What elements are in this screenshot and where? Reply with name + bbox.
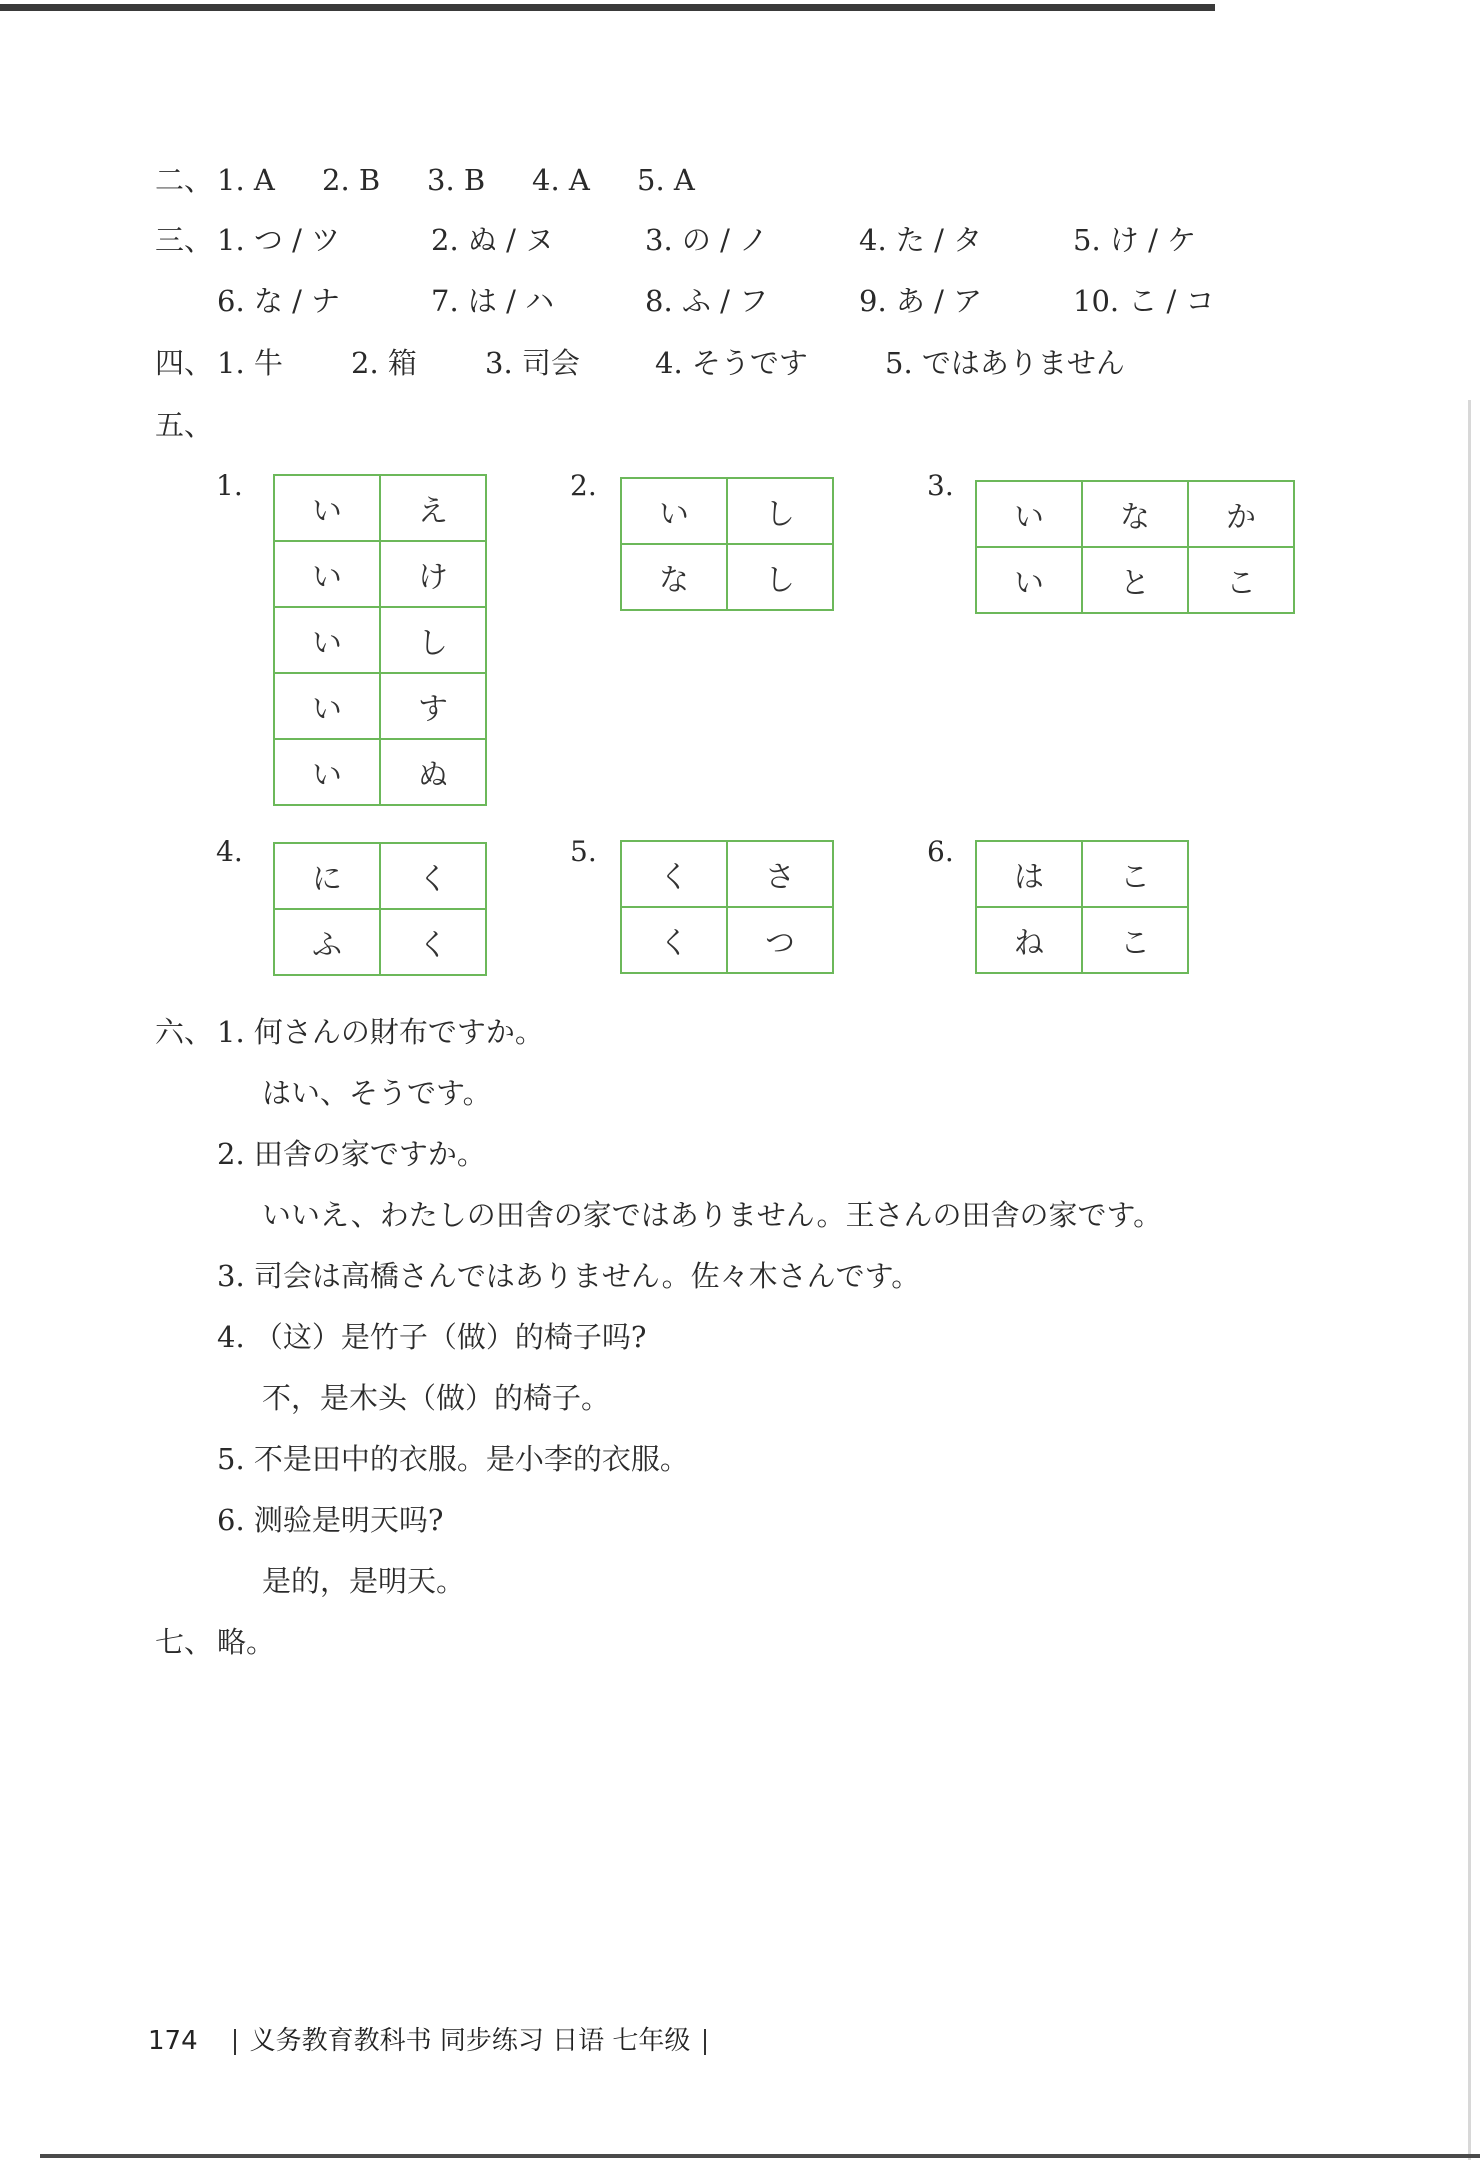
grid-cell: え	[380, 475, 486, 541]
grid-cell: こ	[1188, 547, 1294, 613]
answer-item: 3. B	[427, 163, 486, 197]
grid-4-label: 4.	[216, 835, 243, 868]
answer-line: 1. 何さんの財布ですか。	[217, 1015, 544, 1049]
answer-line: 略。	[217, 1625, 276, 1659]
answer-line: 4. （这）是竹子（做）的椅子吗?	[217, 1320, 647, 1354]
grid-cell: し	[727, 478, 833, 544]
section-2-label: 二、	[155, 163, 214, 197]
section-6-line-8	[217, 1439, 689, 1479]
footer-divider	[704, 2029, 706, 2055]
answer-item: 2. B	[322, 163, 381, 197]
answer-line: 2. 田舎の家ですか。	[217, 1137, 486, 1171]
grid-cell: し	[380, 607, 486, 673]
grid-cell: く	[380, 909, 486, 975]
grid-3-label: 3.	[927, 469, 954, 502]
grid-cell: い	[274, 673, 380, 739]
grid-cell: さ	[727, 841, 833, 907]
grid-cell: い	[274, 541, 380, 607]
answer-line: 5. 不是田中的衣服。是小李的衣服。	[217, 1442, 689, 1476]
kana-grid-1	[273, 474, 487, 806]
grid-2-label: 2.	[570, 469, 597, 502]
answer-item: 1. つ / ツ	[217, 223, 341, 257]
kana-grid-6	[975, 840, 1189, 974]
answer-line: はい、そうです。	[262, 1076, 492, 1110]
grid-cell: く	[621, 907, 727, 973]
section-4-label: 四、	[155, 346, 214, 380]
grid-cell: い	[976, 481, 1082, 547]
answer-item: 4. そうです	[655, 346, 808, 380]
grid-cell: こ	[1082, 907, 1188, 973]
grid-cell: し	[727, 544, 833, 610]
grid-cell: け	[380, 541, 486, 607]
grid-cell: に	[274, 843, 380, 909]
grid-cell: こ	[1082, 841, 1188, 907]
section-5-label: 五、	[155, 408, 214, 442]
grid-cell: ぬ	[380, 739, 486, 805]
section-6-label: 六、	[155, 1015, 214, 1049]
bottom-rule	[40, 2154, 1480, 2158]
answer-line: 6. 测验是明天吗?	[217, 1503, 444, 1537]
grid-cell: は	[976, 841, 1082, 907]
grid-6-label: 6.	[927, 835, 954, 868]
section-2	[155, 160, 695, 200]
grid-cell: い	[274, 475, 380, 541]
grid-cell: い	[274, 607, 380, 673]
section-6-line-5	[217, 1256, 920, 1296]
answer-line: 是的，是明天。	[262, 1564, 466, 1598]
answer-item: 7. は / ハ	[431, 284, 555, 318]
section-3-row-2	[217, 281, 1215, 321]
grid-5-label: 5.	[570, 835, 597, 868]
section-6-line-4	[262, 1195, 1162, 1235]
section-6-line-7	[262, 1378, 610, 1418]
footer-divider	[234, 2029, 236, 2055]
answer-item: 6. な / ナ	[217, 284, 341, 318]
grid-cell: い	[274, 739, 380, 805]
grid-cell: す	[380, 673, 486, 739]
grid-cell: く	[380, 843, 486, 909]
section-3-label: 三、	[155, 223, 214, 257]
section-5	[155, 405, 217, 445]
grid-cell: ね	[976, 907, 1082, 973]
page-footer	[148, 2020, 720, 2057]
grid-cell: な	[621, 544, 727, 610]
answer-line: いいえ、わたしの田舎の家ではありません。王さんの田舎の家です。	[262, 1198, 1163, 1232]
section-6-line-3	[217, 1134, 486, 1174]
answer-item: 5. A	[637, 163, 695, 197]
kana-grid-5	[620, 840, 834, 974]
grid-cell: い	[976, 547, 1082, 613]
answer-item: 3. の / ノ	[645, 223, 769, 257]
page-edge	[1468, 400, 1471, 2160]
grid-cell: な	[1082, 481, 1188, 547]
grid-cell: く	[621, 841, 727, 907]
answer-item: 8. ふ / フ	[645, 284, 769, 318]
grid-cell: い	[621, 478, 727, 544]
section-3-row-1	[155, 220, 1196, 260]
answer-item: 2. 箱	[351, 346, 417, 380]
kana-grid-3	[975, 480, 1295, 614]
page-number: 174	[148, 2026, 198, 2056]
kana-grid-4	[273, 842, 487, 976]
section-6-line-2	[262, 1073, 492, 1113]
section-4	[155, 343, 1125, 383]
answer-item: 1. 牛	[217, 346, 283, 380]
answer-item: 1. A	[217, 163, 275, 197]
section-6-line-10	[262, 1561, 465, 1601]
answer-item: 9. あ / ア	[859, 284, 983, 318]
grid-cell: ふ	[274, 909, 380, 975]
answer-item: 10. こ / コ	[1073, 284, 1215, 318]
kana-grid-2	[620, 477, 834, 611]
grid-cell: と	[1082, 547, 1188, 613]
section-7-label: 七、	[155, 1625, 214, 1659]
answer-item: 4. A	[532, 163, 590, 197]
section-6-line-1	[155, 1012, 544, 1052]
section-6-line-6	[217, 1317, 646, 1357]
answer-item: 2. ぬ / ヌ	[431, 223, 555, 257]
section-6-line-9	[217, 1500, 443, 1540]
section-7	[155, 1622, 275, 1662]
grid-cell: つ	[727, 907, 833, 973]
grid-1-label: 1.	[216, 469, 243, 502]
answer-item: 5. け / ケ	[1073, 223, 1197, 257]
answer-line: 不，是木头（做）的椅子。	[262, 1381, 611, 1415]
book-title: 义务教育教科书 同步练习 日语 七年级	[249, 2026, 691, 2056]
answer-item: 4. た / タ	[859, 223, 983, 257]
answer-item: 5. ではありません	[885, 346, 1125, 380]
answer-line: 3. 司会は高橋さんではありません。佐々木さんです。	[217, 1259, 921, 1293]
top-rule	[0, 4, 1215, 11]
answer-item: 3. 司会	[485, 346, 580, 380]
grid-cell: か	[1188, 481, 1294, 547]
